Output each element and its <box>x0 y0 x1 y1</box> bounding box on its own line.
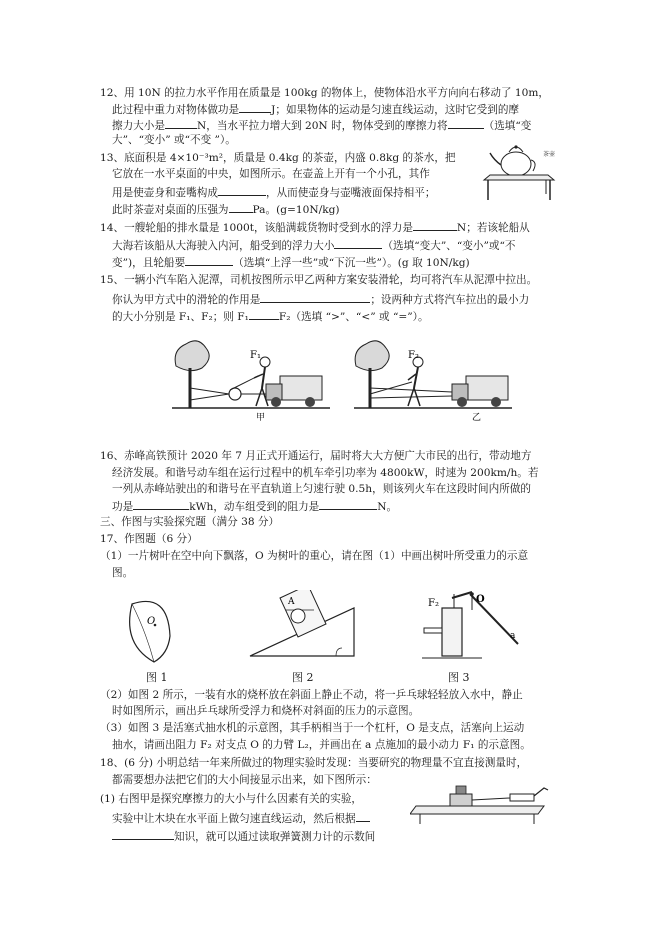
q13-line-4: 此时茶壶对桌面的压强为 Pa。(g=10N/kg) <box>112 201 340 217</box>
q17-part-1-line-1: （1）一片树叶在空中向下飘落，O 为树叶的重心，请在图（1）中画出树叶所受重力的示意 <box>100 550 529 562</box>
leaf-figure <box>118 592 184 666</box>
q17-part-1-line-2: 图。 <box>112 567 134 579</box>
q18-blank-1b[interactable] <box>112 828 174 840</box>
force-f1-label: F₁ <box>250 350 261 361</box>
ping-pong-ball-icon <box>291 609 305 623</box>
fig-a-caption: 甲 <box>256 413 266 422</box>
q13-line-3: 用是使壶身和壶嘴构成 ，从而使壶身与壶嘴液面保持相平； <box>112 184 435 200</box>
q17-part-2-line-2: 时如图所示，画出乒乓球所受浮力和烧杯对斜面的压力的示意图。 <box>112 705 420 717</box>
person-icon <box>408 357 423 406</box>
q18-line-1: 18、(6 分) 小明总结一年来所做过的物理实验时发现：当要研究的物理量不宜直接测量时， <box>100 757 528 769</box>
q16-blank-2[interactable] <box>319 498 377 510</box>
wooden-block-icon <box>450 786 472 806</box>
board-icon <box>410 806 544 824</box>
q14-blank-1[interactable] <box>413 219 457 231</box>
friction-experiment-figure <box>410 780 552 824</box>
fig-1-caption: 图 1 <box>146 671 168 684</box>
teapot-label: 茶壶 <box>543 151 556 158</box>
section-3-title: 三、作图与实验探究题（满分 38 分） <box>100 516 280 528</box>
q18-part-1-line-1: (1) 右图甲是探究摩擦力的大小与什么因素有关的实验， <box>100 793 363 805</box>
teapot-icon <box>490 145 535 176</box>
table-icon <box>484 175 554 200</box>
teapot-figure <box>476 138 562 202</box>
pivot-o-label: O <box>476 594 485 605</box>
q14-line-3: 变”)，且轮船要 （选填“上浮一些”或“下沉一些”）。(g 取 10N/kg) <box>112 254 470 270</box>
q16-line-4: 功是 kWh，动车组受到的阻力是 N。 <box>112 498 397 514</box>
q12-blank-1[interactable] <box>239 101 271 113</box>
spring-scale-icon <box>472 788 548 801</box>
q14-blank-2[interactable] <box>334 237 382 249</box>
force-f2-label: F₂ <box>408 350 419 361</box>
point-o-label: O <box>147 616 156 627</box>
pulley-figure-b <box>352 336 514 422</box>
incline-beaker-figure <box>246 590 358 662</box>
q17-part-3-line-2: 抽水，请画出阻力 F₂ 对支点 O 的力臂 L₂，并画出在 a 点施加的最小动力 F₁ 的示意图。 <box>112 739 531 751</box>
fig-2-caption: 图 2 <box>292 671 314 684</box>
q13-blank-2[interactable] <box>229 201 253 213</box>
point-a-label: A <box>288 597 295 607</box>
leaf-icon <box>130 601 170 662</box>
q16-blank-1[interactable] <box>133 498 189 510</box>
pulley-icon <box>190 388 241 400</box>
pulley-figure-a <box>170 336 332 422</box>
q14-line-1: 14、一艘轮船的排水量是 1000t，该船满载货物时受到水的浮力是 N；若该轮船从 <box>100 219 530 235</box>
pivot-point <box>470 592 474 596</box>
water-pump-figure <box>422 588 528 668</box>
q12-line-4: 大”、“变小” 或“不变 ”）。 <box>112 134 236 146</box>
q12-line-2: 此过程中重力对物体做功是 J；如果物体的运动是匀速直线运动，这时它受到的摩 <box>112 101 519 117</box>
q16-line-1: 16、赤峰高铁预计 2020 年 7 月正式开通运行，届时将大大方便广大市民的出行，带动地方 <box>100 450 532 462</box>
q18-blank-1a[interactable] <box>356 810 370 822</box>
q13-blank-1[interactable] <box>218 184 266 196</box>
q15-line-1: 15、一辆小汽车陷入泥潭，司机按图所示甲乙两种方案安装滑轮，均可将汽车从泥潭中拉出。 <box>100 274 538 286</box>
q15-blank-1[interactable] <box>260 291 370 303</box>
q12-line-3: 擦力大小是 N，当水平拉力增大到 20N 时，物体受到的摩擦力将 （选填“变 <box>112 117 531 133</box>
q16-line-3: 一列从赤峰站驶出的和谐号在平直轨道上匀速行驶 0.5h，则该列火车在这段时间内所做的 <box>112 483 532 495</box>
q15-line-2: 你认为甲方式中的滑轮的作用是 ；设两种方式将汽车拉出的最小力 <box>112 291 529 307</box>
q15-blank-2[interactable] <box>249 308 279 320</box>
q18-part-1-line-3: 知识，就可以通过读取弹簧测力计的示数间 <box>112 828 375 844</box>
q18-line-2: 都需要想办法把它们的大小间接显示出来，如下图所示： <box>112 774 377 786</box>
q15-line-3: 的大小分别是 F₁、F₂；则 F₁ F₂（选填 “>”、“<” 或 “=”）。 <box>112 308 429 324</box>
q12-line-1: 12、用 10N 的拉力水平作用在质量是 100kg 的物体上，使物体沿水平方向向右移动了 10m， <box>100 87 550 99</box>
truck-icon <box>266 376 322 407</box>
q14-blank-3[interactable] <box>185 254 233 266</box>
point-a-label: a <box>510 631 516 641</box>
force-f2-label: F₂ <box>428 598 439 609</box>
q17-title: 17、作图题（6 分） <box>100 533 198 545</box>
q12-blank-3[interactable] <box>448 117 484 129</box>
q12-blank-2[interactable] <box>165 117 197 129</box>
truck-icon <box>452 376 508 407</box>
q16-line-2: 经济发展。和谐号动车组在运行过程中的机车牵引功率为 4800kW，时速为 200km/h。若 <box>112 467 539 479</box>
q17-part-2-line-1: （2）如图 2 所示，一装有水的烧杯放在斜面上静止不动，将一乒乓球轻轻放入水中，静止 <box>100 689 523 701</box>
fig-3-caption: 图 3 <box>448 671 470 684</box>
q13-line-1: 13、底面积是 4×10⁻³m²，质量是 0.4kg 的茶壶，内盛 0.8kg 的茶水，把 <box>100 152 456 164</box>
q18-part-1-line-2: 实验中让木块在水平面上做匀速直线运动，然后根据 <box>112 810 370 826</box>
q14-line-2: 大海若该船从大海驶入内河，船受到的浮力大小 （选填“变大”、“变小”或“不 <box>112 237 516 253</box>
q17-part-3-line-1: （3）如图 3 是活塞式抽水机的示意图，其手柄相当于一个杠杆，O 是支点，活塞向上运动 <box>100 722 525 734</box>
fig-b-caption: 乙 <box>472 413 482 422</box>
q13-line-2: 它放在一水平桌面的中央，如图所示。在壶盖上开有一个小孔，其作 <box>112 168 430 180</box>
